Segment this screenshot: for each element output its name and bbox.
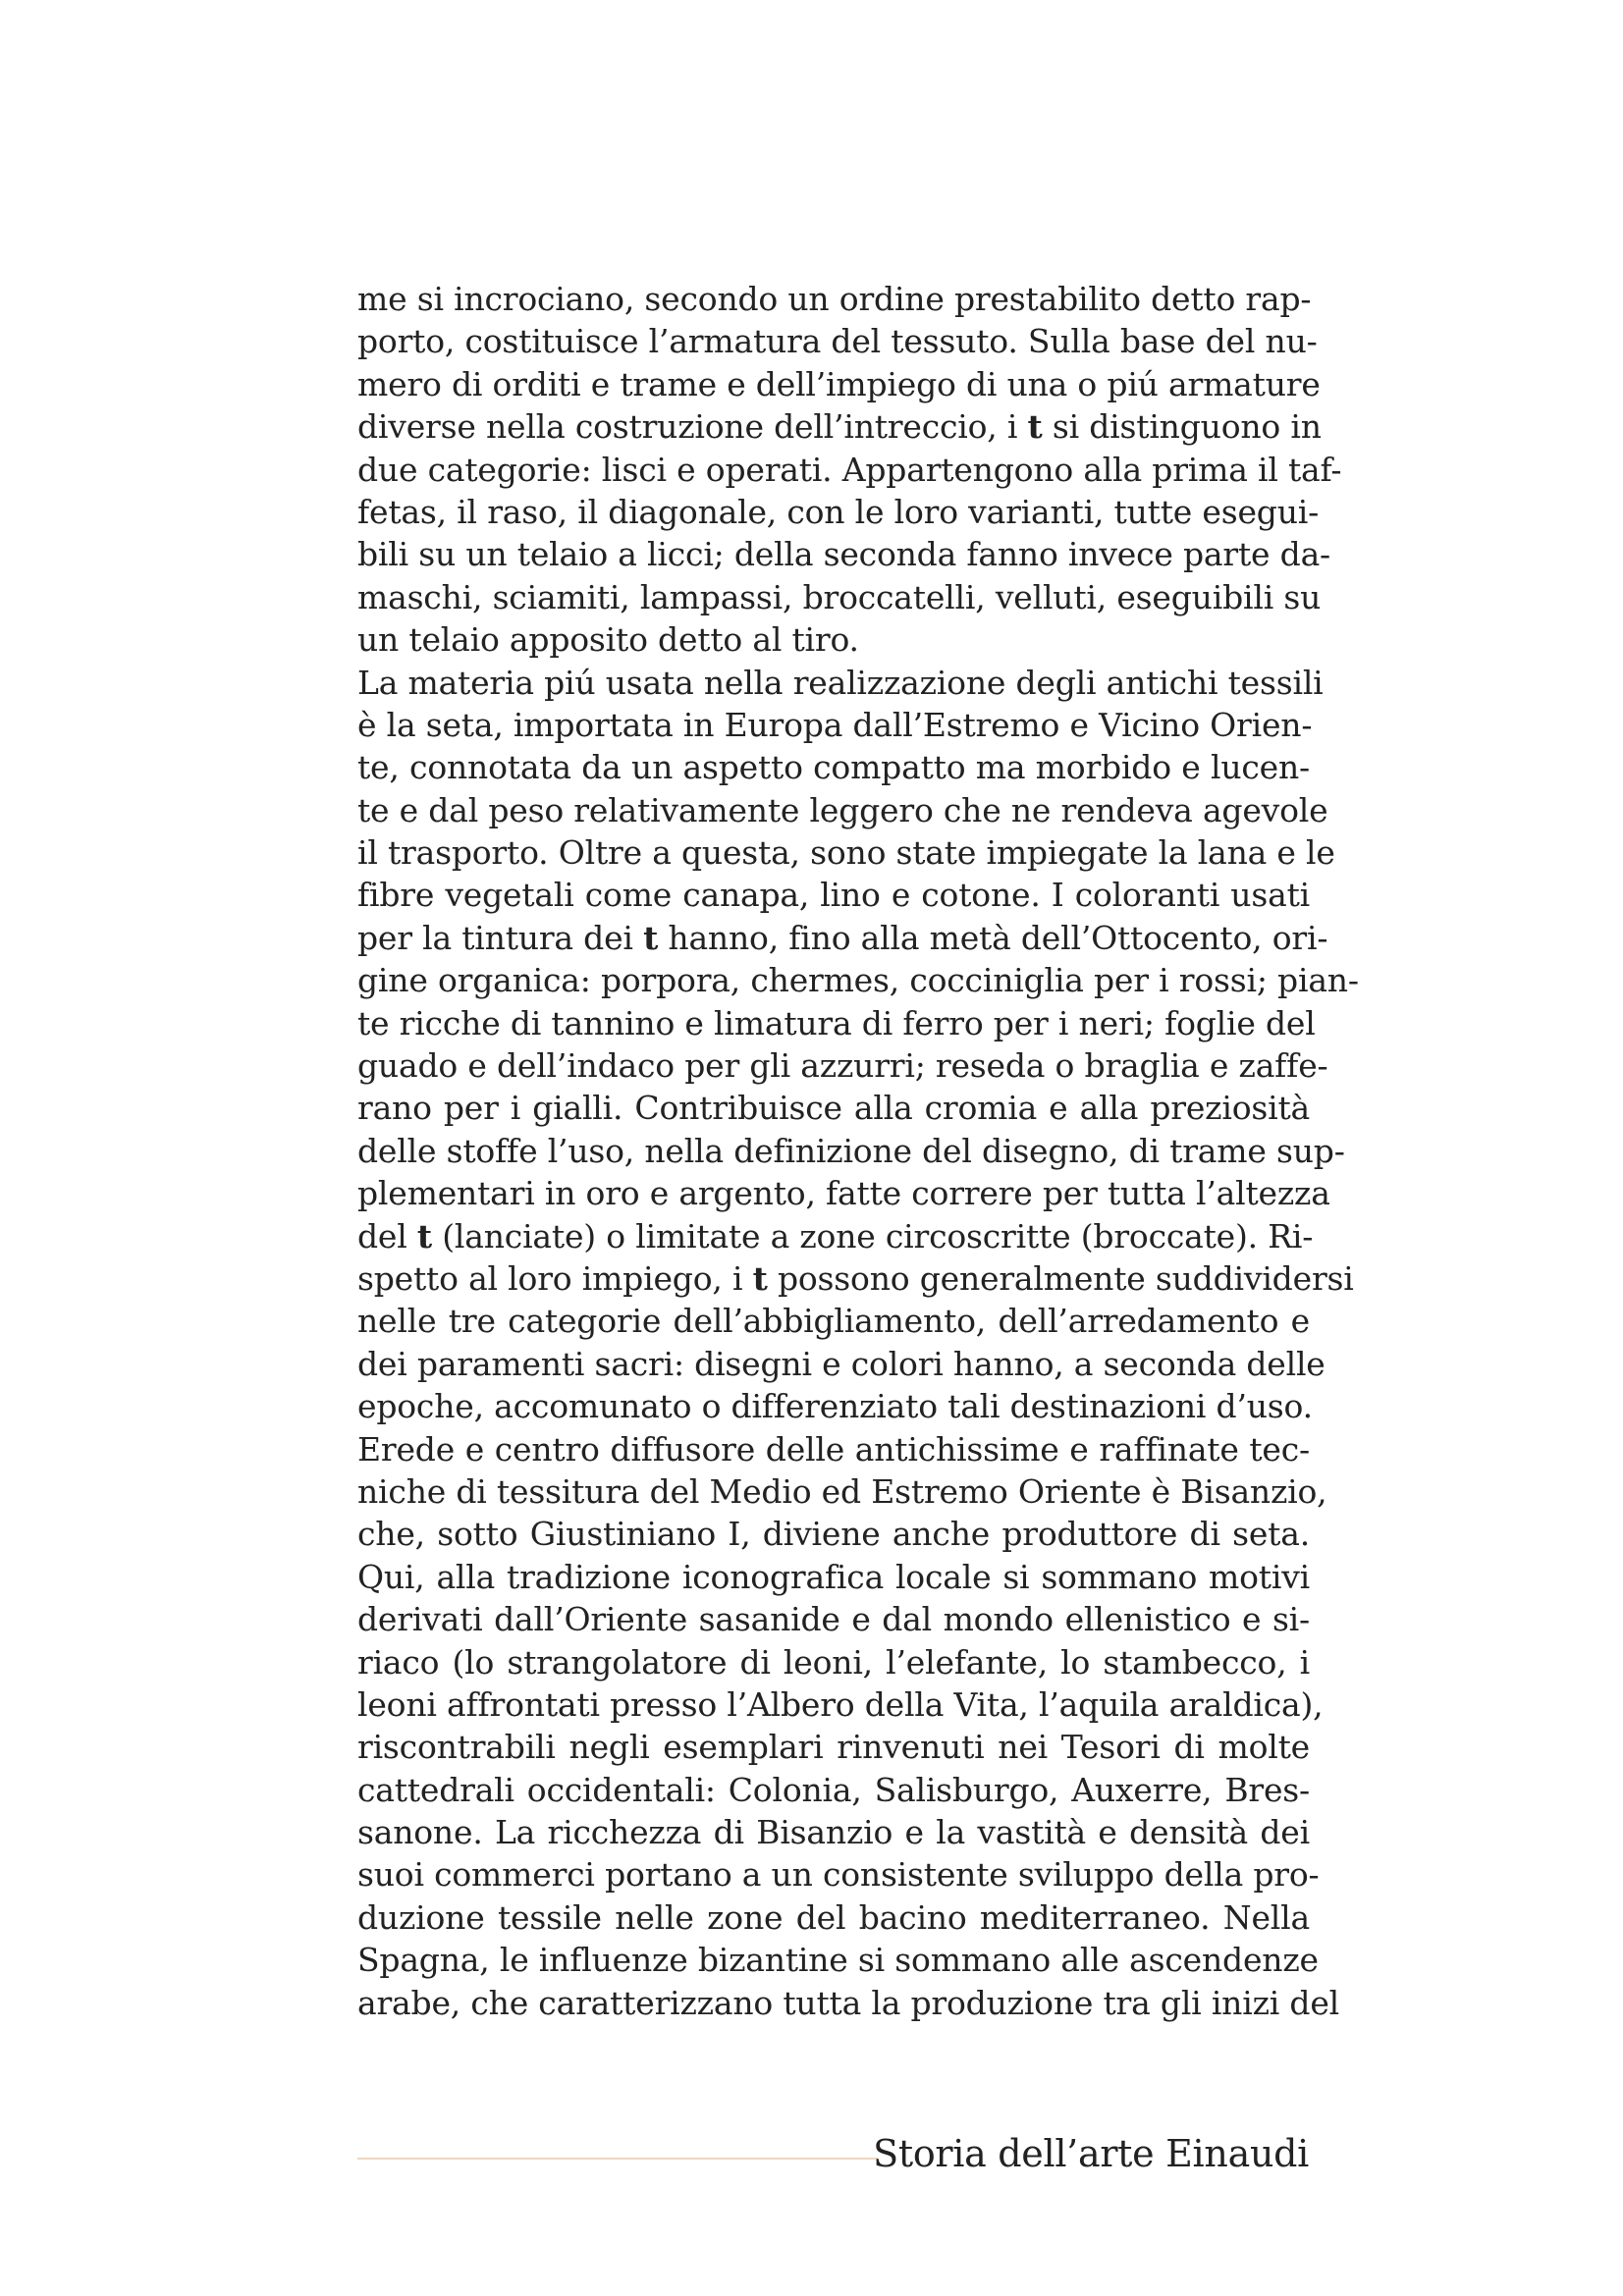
text-line: nelle tre categorie dell’abbigliamento, dell’arredamento e [357, 1302, 1310, 1341]
text-line: Erede e centro diffusore delle antichissime e raffinate tec- [357, 1429, 1310, 1468]
abbreviation-t: t [416, 1216, 432, 1255]
text-segment: hanno, fino alla metà dell’Ottocento, ori- [658, 918, 1328, 957]
text-line [357, 1257, 1354, 1300]
text-line: plementari in oro e argento, fatte correre per tutta l’altezza [357, 1174, 1330, 1213]
text-segment: possono generalmente suddividersi [767, 1258, 1354, 1298]
text-segment: si distinguono in [1042, 407, 1322, 447]
abbreviation-t: t [752, 1258, 768, 1298]
text-segment: spetto al loro impiego, i [357, 1258, 753, 1298]
text-line: porto, costituisce l’armatura del tessuto. Sulla base del nu- [357, 322, 1318, 361]
text-segment: (lanciate) o limitate a zone circoscritte (broccate). Ri- [431, 1216, 1314, 1255]
text-line: riscontrabili negli esemplari rinvenuti nei Tesori di molte [357, 1728, 1310, 1767]
text-line: te, connotata da un aspetto compatto ma morbido e lucen- [357, 748, 1310, 787]
text-line [357, 1215, 1314, 1257]
text-segment: diverse nella costruzione dell’intreccio, i [357, 407, 1028, 447]
text-line: gine organica: porpora, chermes, cocciniglia per i rossi; pian- [357, 961, 1359, 1000]
text-line: maschi, sciamiti, lampassi, broccatelli, velluti, eseguibili su [357, 577, 1322, 616]
text-line: fibre vegetali come canapa, lino e cotone. I coloranti usati [357, 876, 1310, 915]
text-line: Spagna, le influenze bizantine si sommano alle ascendenze [357, 1941, 1319, 1980]
text-line: sanone. La ricchezza di Bisanzio e la vastità e densità dei [357, 1813, 1310, 1852]
text-line: che, sotto Giustiniano I, diviene anche produttore di seta. [357, 1515, 1310, 1554]
body-text [357, 278, 1359, 2024]
text-line: La materia piú usata nella realizzazione degli antichi tessili [357, 663, 1324, 702]
text-line: Qui, alla tradizione iconografica locale si sommano motivi [357, 1557, 1310, 1596]
text-line: un telaio apposito detto al tiro. [357, 620, 859, 660]
footer-title: Storia dell’arte Einaudi [873, 2132, 1309, 2175]
text-line: due categorie: lisci e operati. Appartengono alla prima il taf- [357, 450, 1342, 489]
text-line: fetas, il raso, il diagonale, con le loro varianti, tutte esegui- [357, 492, 1320, 531]
text-line: bili su un telaio a licci; della seconda fanno invece parte da- [357, 535, 1330, 574]
abbreviation-t: t [1027, 407, 1043, 447]
footer-rule [357, 2158, 878, 2160]
text-line: arabe, che caratterizzano tutta la produzione tra gli inizi del [357, 1983, 1340, 2022]
text-line: te ricche di tannino e limatura di ferro per i neri; foglie del [357, 1003, 1316, 1042]
text-line: te e dal peso relativamente leggero che ne rendeva agevole [357, 790, 1328, 829]
text-line: dei paramenti sacri: disegni e colori hanno, a seconda delle [357, 1344, 1325, 1383]
text-line: riaco (lo strangolatore di leoni, l’elefante, lo stambecco, i [357, 1642, 1310, 1682]
abbreviation-t: t [643, 918, 659, 957]
text-line: epoche, accomunato o differenziato tali destinazioni d’uso. [357, 1387, 1313, 1426]
text-segment: del [357, 1216, 417, 1255]
text-line: rano per i gialli. Contribuisce alla cromia e alla preziosità [357, 1089, 1310, 1128]
text-line: niche di tessitura del Medio ed Estremo Oriente è Bisanzio, [357, 1471, 1327, 1511]
text-line: guado e dell’indaco per gli azzurri; reseda o braglia e zaffe- [357, 1046, 1328, 1086]
text-line: cattedrali occidentali: Colonia, Salisburgo, Auxerre, Bres- [357, 1770, 1310, 1809]
text-line: mero di orditi e trame e dell’impiego di una o piú armature [357, 364, 1321, 403]
text-segment: per la tintura dei [357, 918, 644, 957]
text-line [357, 405, 1322, 448]
text-line: duzione tessile nelle zone del bacino mediterraneo. Nella [357, 1897, 1310, 1937]
text-line: è la seta, importata in Europa dall’Estremo e Vicino Orien- [357, 705, 1313, 744]
text-line: il trasporto. Oltre a questa, sono state impiegate la lana e le [357, 833, 1335, 873]
text-line [357, 917, 1328, 959]
text-line: derivati dall’Oriente sasanide e dal mondo ellenistico e si- [357, 1600, 1310, 1639]
text-line: me si incrociano, secondo un ordine prestabilito detto rap- [357, 280, 1312, 318]
text-line: leoni affrontati presso l’Albero della Vita, l’aquila araldica), [357, 1684, 1324, 1724]
text-line: suoi commerci portano a un consistente sviluppo della pro- [357, 1855, 1320, 1895]
text-line: delle stoffe l’uso, nella definizione del disegno, di trame sup- [357, 1131, 1345, 1170]
